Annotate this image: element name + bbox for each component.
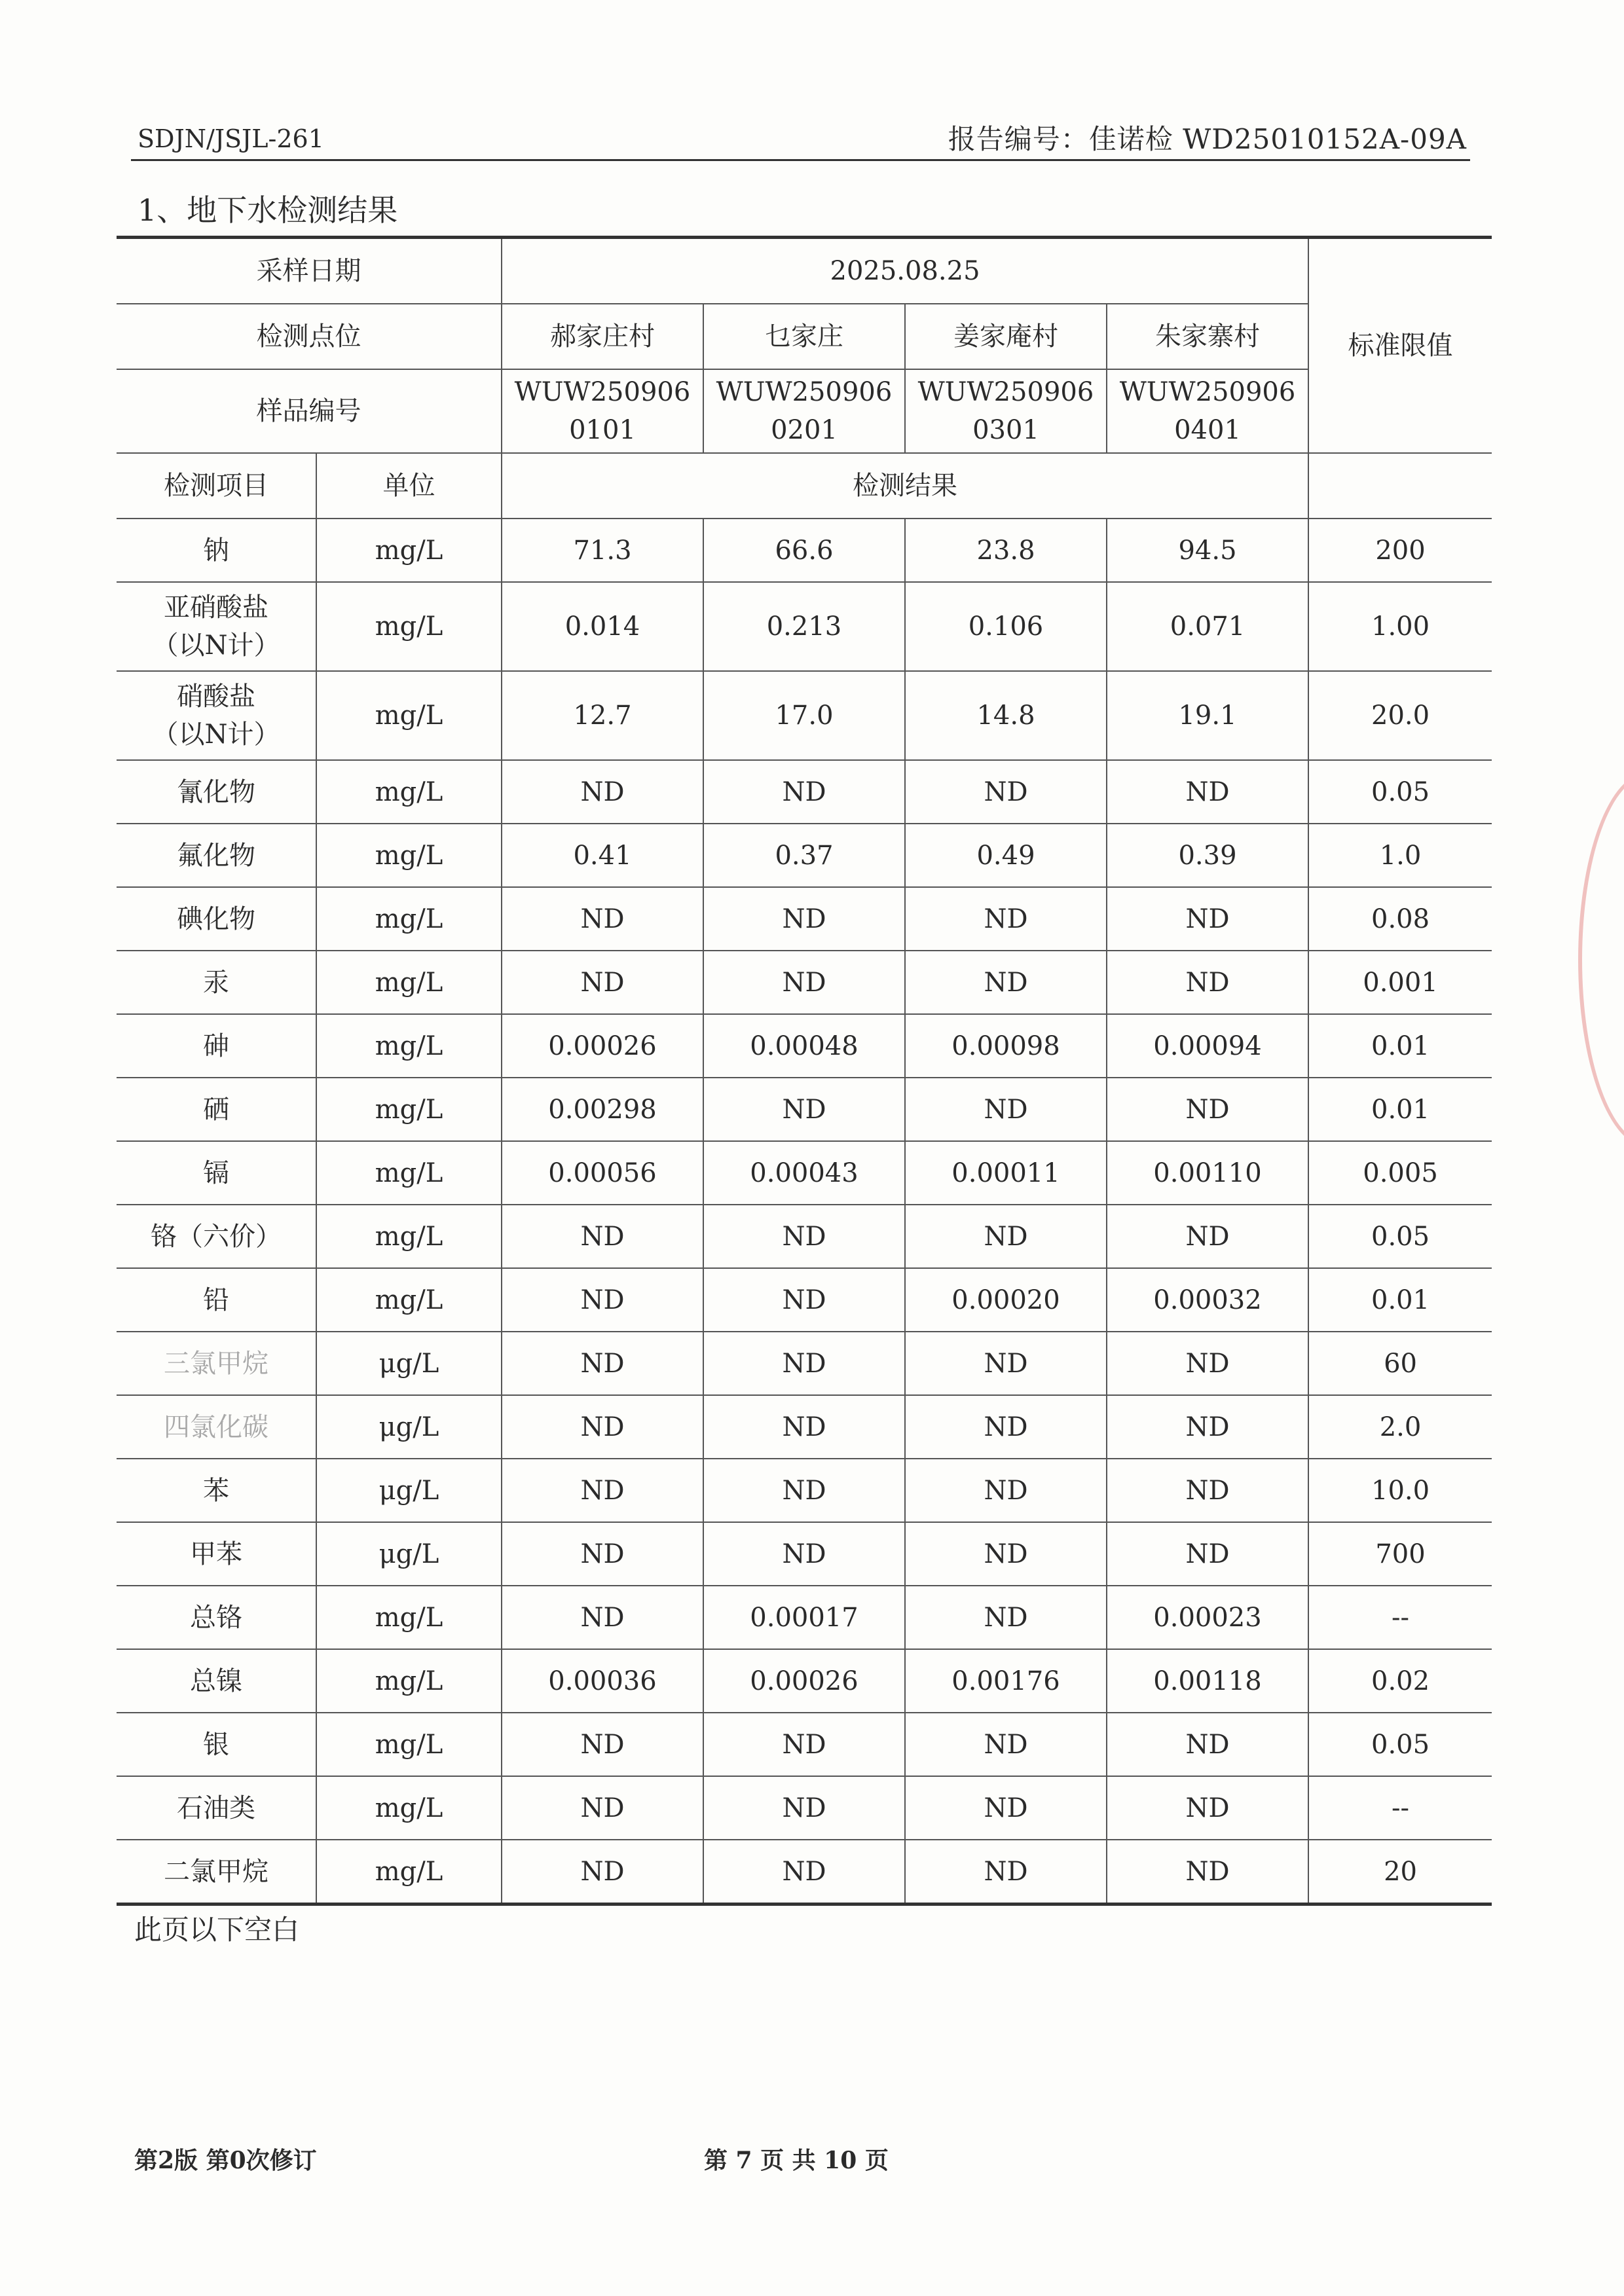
value-cell: 0.41: [502, 824, 703, 887]
value-cell: ND: [703, 951, 905, 1014]
item-cell: 氰化物: [117, 760, 316, 824]
limit-header-blank: [1308, 453, 1492, 519]
limit-cell: 10.0: [1308, 1459, 1492, 1522]
column-header-row: [117, 453, 1492, 519]
table-row: [117, 1459, 1492, 1522]
value-cell: ND: [905, 1522, 1107, 1586]
table-row: [117, 824, 1492, 887]
value-cell: ND: [1107, 1713, 1308, 1776]
page-number: 第 7 页 共 10 页: [704, 2147, 889, 2174]
sample-number-cell: WUW250906 0101: [502, 369, 703, 453]
item-cell: 二氯甲烷: [117, 1840, 316, 1904]
limit-cell: 0.02: [1308, 1649, 1492, 1713]
value-cell: ND: [1107, 951, 1308, 1014]
value-cell: 0.00043: [703, 1141, 905, 1205]
value-cell: ND: [1107, 887, 1308, 951]
table-row: [117, 1395, 1492, 1459]
report-number: 报告编号：佳诺检 WD25010152A-09A: [948, 123, 1467, 155]
item-cell: 碘化物: [117, 887, 316, 951]
value-cell: ND: [905, 1332, 1107, 1395]
table-row: [117, 760, 1492, 824]
table-row: [117, 1078, 1492, 1141]
value-cell: 0.014: [502, 582, 703, 671]
value-cell: ND: [502, 887, 703, 951]
unit-cell: μg/L: [316, 1522, 502, 1586]
item-header: 检测项目: [117, 453, 316, 519]
value-cell: 0.00023: [1107, 1586, 1308, 1649]
table-row: [117, 1840, 1492, 1904]
sampling-date-row: [117, 238, 1492, 304]
value-cell: 66.6: [703, 519, 905, 582]
location-cell: 姜家庵村: [905, 304, 1107, 369]
value-cell: 0.00020: [905, 1268, 1107, 1332]
limit-cell: 0.08: [1308, 887, 1492, 951]
value-cell: 0.00017: [703, 1586, 905, 1649]
item-cell: 铬（六价）: [117, 1205, 316, 1268]
value-cell: 23.8: [905, 519, 1107, 582]
value-cell: ND: [905, 1713, 1107, 1776]
value-cell: 0.00011: [905, 1141, 1107, 1205]
unit-cell: mg/L: [316, 582, 502, 671]
limit-cell: 1.0: [1308, 824, 1492, 887]
value-cell: ND: [703, 1840, 905, 1904]
sampling-date-label: 采样日期: [117, 238, 502, 304]
value-cell: ND: [703, 1459, 905, 1522]
value-cell: 0.00110: [1107, 1141, 1308, 1205]
value-cell: 0.106: [905, 582, 1107, 671]
blank-note: 此页以下空白: [134, 1914, 300, 1946]
sample-number-cell: WUW250906 0401: [1107, 369, 1308, 453]
value-cell: ND: [703, 1078, 905, 1141]
table-row: [117, 1332, 1492, 1395]
item-cell: 钠: [117, 519, 316, 582]
item-cell: 苯: [117, 1459, 316, 1522]
value-cell: ND: [905, 951, 1107, 1014]
unit-header: 单位: [316, 453, 502, 519]
table-row: [117, 519, 1492, 582]
unit-cell: mg/L: [316, 1141, 502, 1205]
item-cell: 银: [117, 1713, 316, 1776]
table-row: [117, 1649, 1492, 1713]
limit-cell: 0.05: [1308, 1205, 1492, 1268]
value-cell: 0.00056: [502, 1141, 703, 1205]
sample-number-cell: WUW250906 0201: [703, 369, 905, 453]
value-cell: ND: [502, 1395, 703, 1459]
value-cell: ND: [1107, 1395, 1308, 1459]
value-cell: ND: [502, 1776, 703, 1840]
table-row: [117, 1268, 1492, 1332]
item-cell: 硝酸盐 （以N计）: [117, 671, 316, 760]
unit-cell: μg/L: [316, 1459, 502, 1522]
value-cell: 0.00098: [905, 1014, 1107, 1078]
location-cell: 乜家庄: [703, 304, 905, 369]
item-cell: 四氯化碳: [117, 1395, 316, 1459]
value-cell: ND: [905, 1459, 1107, 1522]
value-cell: ND: [1107, 1332, 1308, 1395]
value-cell: ND: [1107, 760, 1308, 824]
location-label: 检测点位: [117, 304, 502, 369]
value-cell: ND: [703, 887, 905, 951]
value-cell: 0.00298: [502, 1078, 703, 1141]
limit-cell: 20: [1308, 1840, 1492, 1904]
limit-cell: 0.01: [1308, 1014, 1492, 1078]
results-header: 检测结果: [502, 453, 1308, 519]
limit-cell: 20.0: [1308, 671, 1492, 760]
seal-stamp: [1578, 773, 1624, 1147]
limit-cell: 0.01: [1308, 1078, 1492, 1141]
value-cell: ND: [502, 1586, 703, 1649]
value-cell: 17.0: [703, 671, 905, 760]
value-cell: ND: [1107, 1522, 1308, 1586]
value-cell: ND: [502, 760, 703, 824]
value-cell: ND: [502, 1840, 703, 1904]
item-cell: 石油类: [117, 1776, 316, 1840]
value-cell: ND: [703, 1395, 905, 1459]
value-cell: ND: [1107, 1840, 1308, 1904]
location-cell: 朱家寨村: [1107, 304, 1308, 369]
limit-cell: 700: [1308, 1522, 1492, 1586]
item-cell: 甲苯: [117, 1522, 316, 1586]
section-title: 1、地下水检测结果: [138, 192, 398, 228]
value-cell: 94.5: [1107, 519, 1308, 582]
item-cell: 氟化物: [117, 824, 316, 887]
value-cell: ND: [905, 1078, 1107, 1141]
value-cell: 0.00048: [703, 1014, 905, 1078]
value-cell: ND: [905, 887, 1107, 951]
value-cell: 0.00026: [502, 1014, 703, 1078]
sample-number-cell: WUW250906 0301: [905, 369, 1107, 453]
value-cell: ND: [502, 1332, 703, 1395]
value-cell: ND: [502, 1205, 703, 1268]
value-cell: ND: [905, 1776, 1107, 1840]
value-cell: ND: [502, 1268, 703, 1332]
limit-cell: 0.005: [1308, 1141, 1492, 1205]
value-cell: ND: [905, 1586, 1107, 1649]
item-cell: 铅: [117, 1268, 316, 1332]
unit-cell: mg/L: [316, 760, 502, 824]
unit-cell: mg/L: [316, 1776, 502, 1840]
unit-cell: mg/L: [316, 824, 502, 887]
value-cell: ND: [502, 951, 703, 1014]
item-cell: 总铬: [117, 1586, 316, 1649]
value-cell: ND: [1107, 1078, 1308, 1141]
item-cell: 砷: [117, 1014, 316, 1078]
value-cell: 0.00118: [1107, 1649, 1308, 1713]
table-row: [117, 1141, 1492, 1205]
value-cell: ND: [1107, 1776, 1308, 1840]
unit-cell: mg/L: [316, 887, 502, 951]
table-row: [117, 1586, 1492, 1649]
limit-cell: 0.001: [1308, 951, 1492, 1014]
value-cell: 12.7: [502, 671, 703, 760]
unit-cell: mg/L: [316, 1205, 502, 1268]
table-row: [117, 887, 1492, 951]
table-row: [117, 671, 1492, 760]
unit-cell: mg/L: [316, 1649, 502, 1713]
unit-cell: mg/L: [316, 1268, 502, 1332]
location-row: [117, 304, 1492, 369]
value-cell: ND: [703, 1776, 905, 1840]
value-cell: 71.3: [502, 519, 703, 582]
item-cell: 亚硝酸盐 （以N计）: [117, 582, 316, 671]
limit-cell: 0.05: [1308, 1713, 1492, 1776]
value-cell: 19.1: [1107, 671, 1308, 760]
value-cell: ND: [703, 760, 905, 824]
value-cell: 0.00032: [1107, 1268, 1308, 1332]
standard-limit-header: 标准限值: [1308, 238, 1492, 454]
value-cell: 0.39: [1107, 824, 1308, 887]
item-cell: 镉: [117, 1141, 316, 1205]
limit-cell: --: [1308, 1776, 1492, 1840]
table-row: [117, 951, 1492, 1014]
table-row: [117, 1713, 1492, 1776]
value-cell: 0.213: [703, 582, 905, 671]
limit-cell: 0.01: [1308, 1268, 1492, 1332]
value-cell: 0.00036: [502, 1649, 703, 1713]
sample-number-row: [117, 369, 1492, 453]
unit-cell: μg/L: [316, 1395, 502, 1459]
limit-cell: 2.0: [1308, 1395, 1492, 1459]
value-cell: 0.00026: [703, 1649, 905, 1713]
limit-cell: 0.05: [1308, 760, 1492, 824]
value-cell: ND: [1107, 1459, 1308, 1522]
value-cell: ND: [502, 1522, 703, 1586]
value-cell: ND: [905, 1205, 1107, 1268]
item-cell: 硒: [117, 1078, 316, 1141]
table-row: [117, 1014, 1492, 1078]
document-code: SDJN/JSJL-261: [138, 124, 324, 153]
header-divider: [131, 159, 1470, 161]
value-cell: ND: [905, 1840, 1107, 1904]
unit-cell: mg/L: [316, 519, 502, 582]
table-row: [117, 1205, 1492, 1268]
value-cell: 14.8: [905, 671, 1107, 760]
unit-cell: mg/L: [316, 1713, 502, 1776]
unit-cell: mg/L: [316, 1078, 502, 1141]
value-cell: ND: [1107, 1205, 1308, 1268]
unit-cell: mg/L: [316, 671, 502, 760]
value-cell: ND: [905, 760, 1107, 824]
limit-cell: 1.00: [1308, 582, 1492, 671]
value-cell: ND: [905, 1395, 1107, 1459]
value-cell: 0.49: [905, 824, 1107, 887]
value-cell: 0.071: [1107, 582, 1308, 671]
results-table: [117, 236, 1492, 1906]
table-row: [117, 1522, 1492, 1586]
value-cell: 0.00176: [905, 1649, 1107, 1713]
sample-number-label: 样品编号: [117, 369, 502, 453]
version-note: 第2版 第0次修订: [134, 2147, 317, 2174]
value-cell: ND: [703, 1268, 905, 1332]
value-cell: ND: [703, 1205, 905, 1268]
unit-cell: mg/L: [316, 1586, 502, 1649]
item-cell: 总镍: [117, 1649, 316, 1713]
value-cell: ND: [703, 1332, 905, 1395]
unit-cell: mg/L: [316, 1014, 502, 1078]
table-row: [117, 1776, 1492, 1840]
location-cell: 郝家庄村: [502, 304, 703, 369]
limit-cell: 200: [1308, 519, 1492, 582]
item-cell: 三氯甲烷: [117, 1332, 316, 1395]
value-cell: ND: [703, 1522, 905, 1586]
unit-cell: μg/L: [316, 1332, 502, 1395]
sampling-date-value: 2025.08.25: [502, 238, 1308, 304]
value-cell: ND: [502, 1459, 703, 1522]
value-cell: 0.00094: [1107, 1014, 1308, 1078]
table-row: [117, 582, 1492, 671]
value-cell: 0.37: [703, 824, 905, 887]
unit-cell: mg/L: [316, 951, 502, 1014]
value-cell: ND: [502, 1713, 703, 1776]
value-cell: ND: [703, 1713, 905, 1776]
unit-cell: mg/L: [316, 1840, 502, 1904]
limit-cell: 60: [1308, 1332, 1492, 1395]
item-cell: 汞: [117, 951, 316, 1014]
limit-cell: --: [1308, 1586, 1492, 1649]
